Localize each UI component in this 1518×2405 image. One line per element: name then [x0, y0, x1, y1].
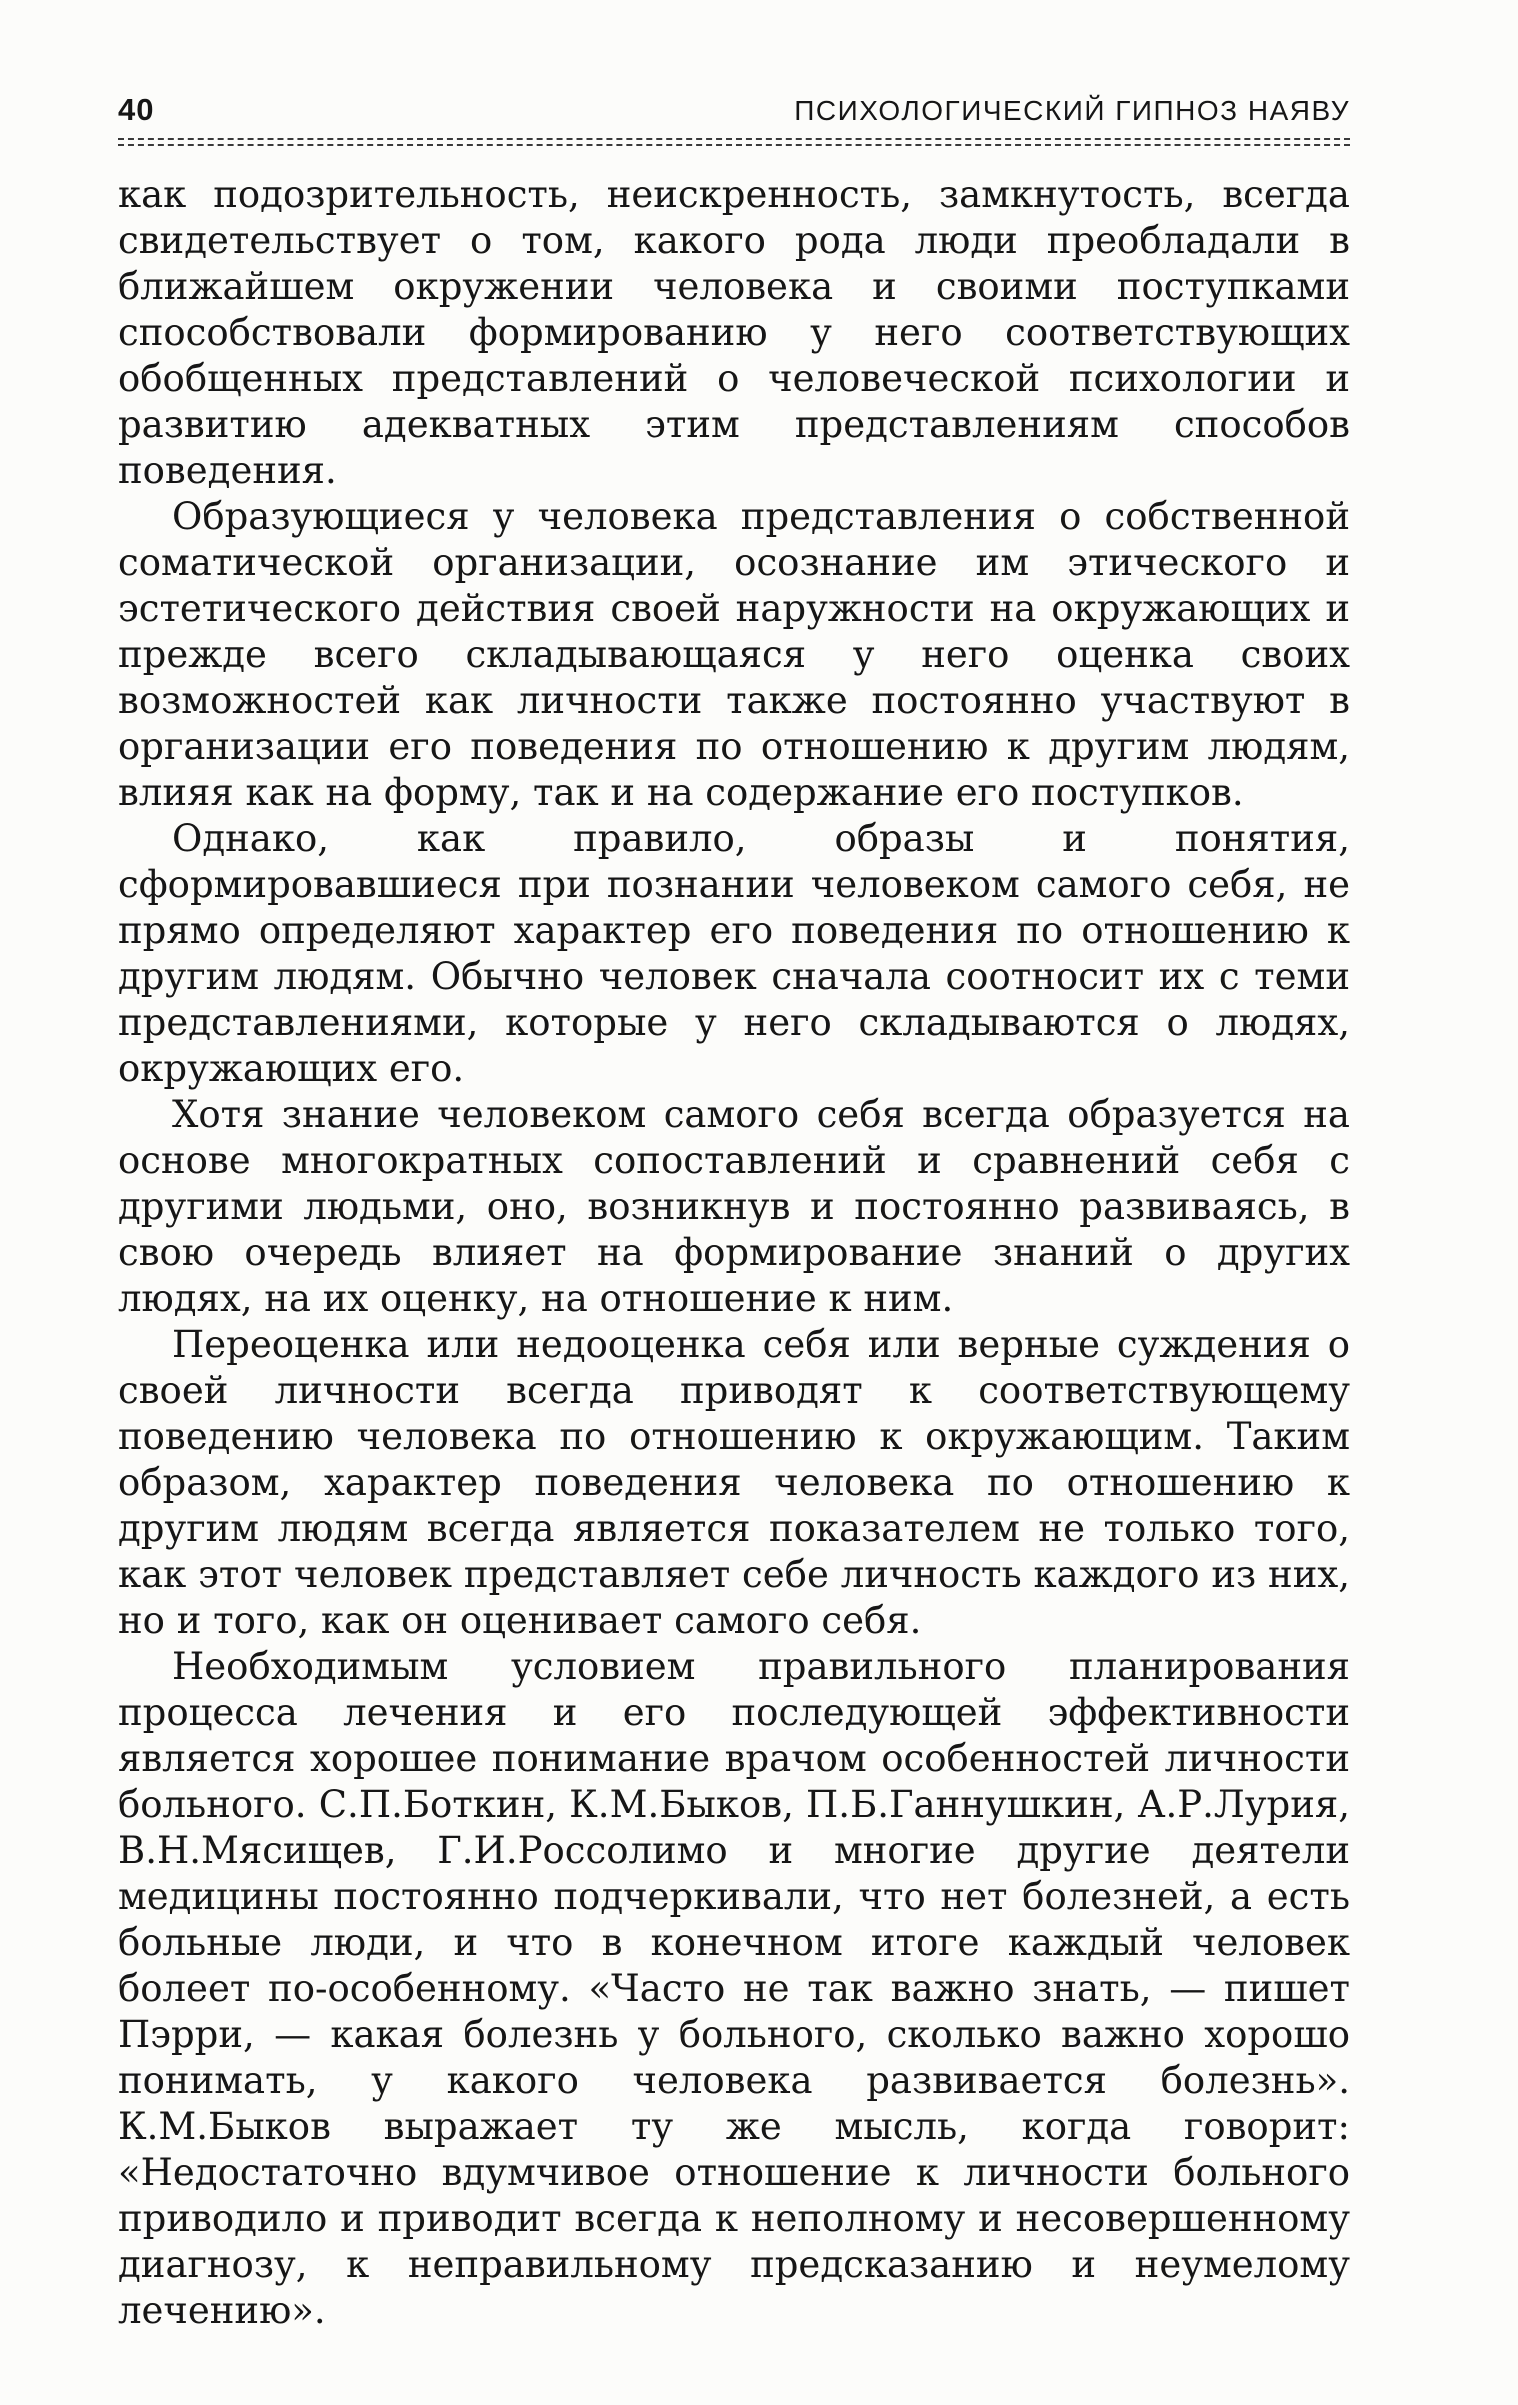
paragraph: Необходимым условием правильного планирования процесса лечения и его последующей эффективности является хорошее понимание врачом особенностей личности больного. С.П.Боткин, К.М.Быков, П.Б.Ганнушкин, А.Р.Лурия, В.Н.Мясищев, Г.И.Россолимо и многие другие деятели медицины постоянно подчеркивали, что нет болезней, а есть больные люди, и что в конечном итоге каждый человек болеет по-особенному. «Часто не так важно знать, — пишет Пэрри, — какая болезнь у больного, сколько важно хорошо понимать, у какого человека развивается болезнь». К.М.Быков выражает ту же мысль, когда говорит: «Недостаточно вдумчивое отношение к личности больного приводило и приводит всегда к неполному и несовершенному диагнозу, к неправильному предсказанию и неумелому лечению».: [118, 1645, 1350, 2332]
paragraph: Хотя знание человеком самого себя всегда образуется на основе многократных сопоставлений и сравнений себя с другими людьми, оно, возникнув и постоянно развиваясь, в свою очередь влияет на формирование знаний о других людях, на их оценку, на отношение к ним.: [118, 1093, 1350, 1320]
paragraph: Переоценка или недооценка себя или верные суждения о своей личности всегда приводят к соответствующему поведению человека по отношению к окружающим. Таким образом, характер поведения человека по отношению к другим людям всегда является показателем не только того, как этот человек представляет себе личность каждого из них, но и того, как он оценивает самого себя.: [118, 1323, 1350, 1642]
paragraph: Образующиеся у человека представления о собственной соматической организации, осознание им этического и эстетического действия своей наружности на окружающих и прежде всего складывающаяся у него оценка своих возможностей как личности также постоянно участвуют в организации его поведения по отношению к другим людям, влияя как на форму, так и на содержание его поступков.: [118, 495, 1350, 814]
header-rule: [118, 138, 1350, 146]
body-text: [118, 172, 1350, 2334]
page-number: 40: [118, 92, 155, 127]
running-title: ПСИХОЛОГИЧЕСКИЙ ГИПНОЗ НАЯВУ: [794, 95, 1350, 126]
page-header: [118, 92, 1350, 128]
paragraph: Однако, как правило, образы и понятия, сформировавшиеся при познании человеком самого себя, не прямо определяют характер его поведения по отношению к другим людям. Обычно человек сначала соотносит их с теми представлениями, которые у него складываются о людях, окружающих его.: [118, 817, 1350, 1090]
paragraph: как подозрительность, неискренность, замкнутость, всегда свидетельствует о том, какого рода люди преобладали в ближайшем окружении человека и своими поступками способствовали формированию у него соответствующих обобщенных представлений о человеческой психологии и развитию адекватных этим представлениям способов поведения.: [118, 173, 1350, 492]
